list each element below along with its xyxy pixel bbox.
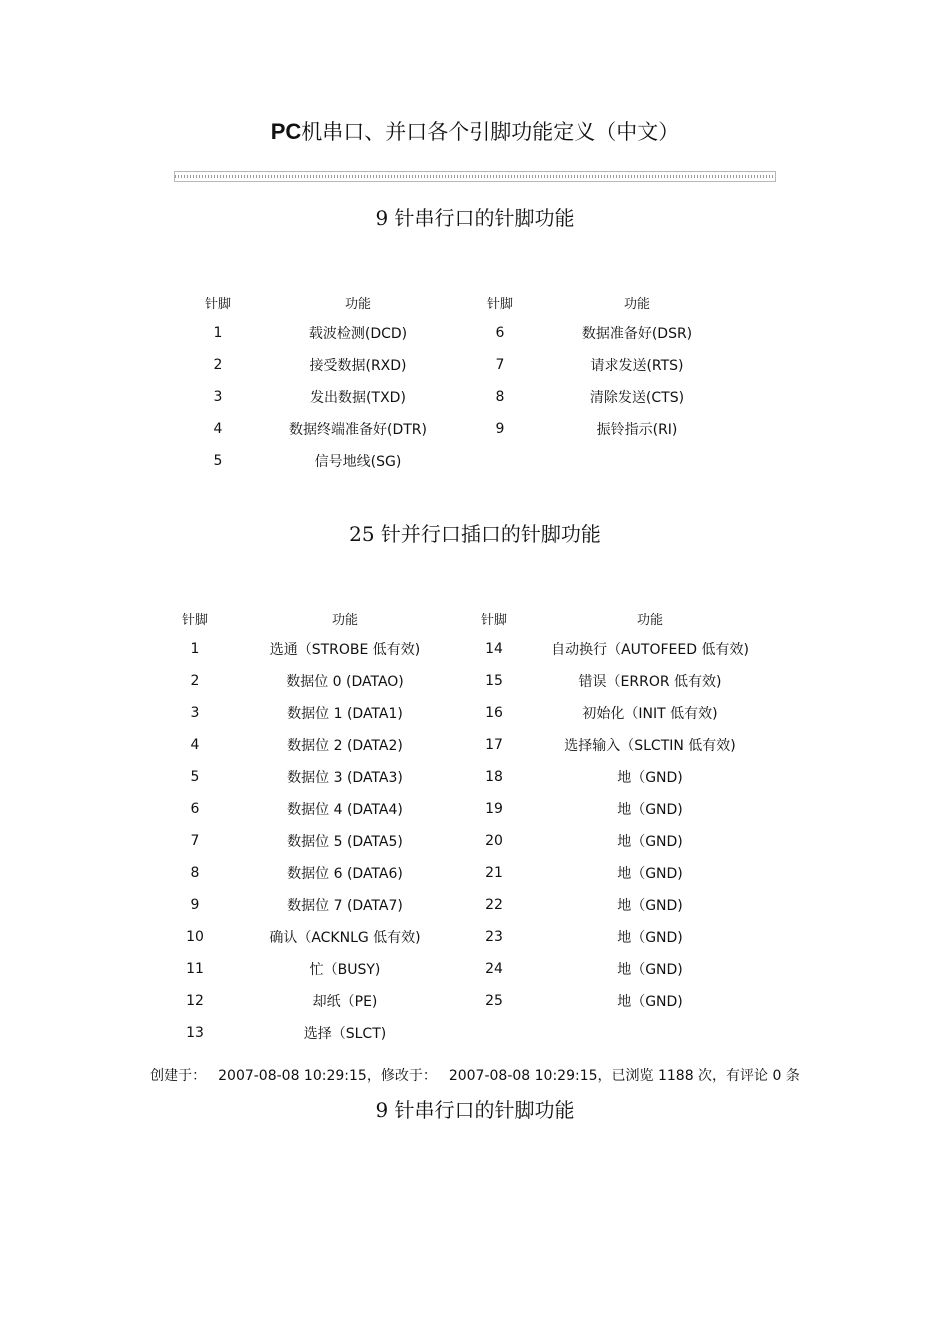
pin-number: 8 (190, 865, 200, 881)
pin-function: 载波检测(DCD) (308, 326, 408, 342)
pin-function: 请求发送(RTS) (590, 358, 684, 374)
table-row (176, 349, 730, 381)
pin-function: 选择（SLCT) (303, 1026, 387, 1042)
table-row (176, 317, 730, 349)
pin-function: 选通（STROBE 低有效) (269, 642, 421, 658)
table-row (155, 1017, 767, 1049)
pin-function: 清除发送(CTS) (589, 390, 685, 406)
pin-number: 9 (190, 897, 200, 913)
table-row (155, 729, 767, 761)
pin-number: 3 (213, 389, 223, 405)
pin-function: 选择输入（SLCTIN 低有效) (564, 738, 736, 754)
pin-function: 数据准备好(DSR) (581, 326, 693, 342)
pin-number: 25 (485, 993, 503, 1009)
pin-function: 数据位 3 (DATA3) (287, 770, 403, 786)
pin-number: 22 (485, 897, 503, 913)
modified-label: ，修改于： (366, 1068, 437, 1084)
table-row (155, 761, 767, 793)
pin-number: 9 (495, 421, 505, 437)
post-meta-footer (0, 1064, 950, 1088)
pin-function: 数据位 6 (DATA6) (287, 866, 403, 882)
pin-number: 6 (190, 801, 200, 817)
pin-number: 24 (485, 961, 503, 977)
header-pin: 针脚 (486, 296, 513, 312)
table-row (155, 857, 767, 889)
repeated-section-title: 9 针串行口的针脚功能 (375, 1098, 575, 1122)
pin-function: 地（GND) (617, 962, 683, 978)
pin-number: 2 (213, 357, 223, 373)
pin-function: 地（GND) (617, 930, 683, 946)
parallel-pin-table (155, 603, 767, 1049)
pin-function: 自动换行（AUTOFEED 低有效) (551, 642, 749, 658)
pin-number: 15 (485, 673, 503, 689)
pin-number: 14 (485, 641, 503, 657)
pin-number: 5 (213, 453, 223, 469)
pin-function: 数据位 1 (DATA1) (287, 706, 403, 722)
modified-timestamp: 2007-08-08 10:29:15 (448, 1068, 598, 1084)
pin-number: 18 (485, 769, 503, 785)
table-row (155, 665, 767, 697)
pin-function: 初始化（INIT 低有效) (582, 706, 718, 722)
pin-number: 21 (485, 865, 503, 881)
header-function: 功能 (344, 296, 371, 312)
pin-function: 数据终端准备好(DTR) (289, 422, 427, 438)
pin-function: 地（GND) (617, 770, 683, 786)
header-pin: 针脚 (204, 296, 231, 312)
pin-number: 11 (186, 961, 204, 977)
pin-function: 忙（BUSY) (309, 962, 381, 978)
pin-number: 13 (186, 1025, 204, 1041)
pin-function: 却纸（PE) (312, 994, 378, 1010)
pin-function: 地（GND) (617, 898, 683, 914)
pin-function: 错误（ERROR 低有效) (578, 674, 722, 690)
created-label: 创建于： (150, 1068, 207, 1084)
pin-number: 6 (495, 325, 505, 341)
header-pin: 针脚 (181, 612, 208, 628)
pin-number: 10 (186, 929, 204, 945)
pin-number: 4 (213, 421, 223, 437)
pin-function: 发出数据(TXD) (310, 390, 406, 406)
parallel-section-title: 25 针并行口插口的针脚功能 (349, 522, 601, 546)
table-row (176, 413, 730, 445)
table-header-row (176, 287, 730, 317)
pin-number: 16 (485, 705, 503, 721)
table-row (155, 953, 767, 985)
page-title-text: 机串口、并口各个引脚功能定义（中文） (301, 120, 680, 144)
pin-number: 1 (190, 641, 200, 657)
table-row (176, 381, 730, 413)
table-row (155, 825, 767, 857)
header-function: 功能 (623, 296, 650, 312)
page-title-latin: PC (270, 119, 302, 144)
table-row (155, 985, 767, 1017)
pin-function: 数据位 5 (DATA5) (287, 834, 403, 850)
pin-number: 12 (186, 993, 204, 1009)
pin-number: 8 (495, 389, 505, 405)
pin-number: 2 (190, 673, 200, 689)
pin-number: 23 (485, 929, 503, 945)
table-header-row (155, 603, 767, 633)
pin-function: 数据位 2 (DATA2) (287, 738, 403, 754)
table-row (176, 445, 730, 477)
pin-function: 地（GND) (617, 866, 683, 882)
view-comment-stats: ，已浏览 1188 次，有评论 0 条 (597, 1068, 800, 1084)
horizontal-divider (174, 171, 776, 182)
pin-number: 1 (213, 325, 223, 341)
pin-number: 7 (495, 357, 505, 373)
pin-number: 17 (485, 737, 503, 753)
pin-number: 3 (190, 705, 200, 721)
table-row (155, 697, 767, 729)
serial-pin-table (176, 287, 730, 477)
pin-number: 5 (190, 769, 200, 785)
header-pin: 针脚 (480, 612, 507, 628)
pin-number: 20 (485, 833, 503, 849)
pin-number: 7 (190, 833, 200, 849)
pin-number: 4 (190, 737, 200, 753)
pin-function: 地（GND) (617, 994, 683, 1010)
pin-function (544, 445, 730, 477)
pin-number (455, 1017, 533, 1049)
pin-number: 19 (485, 801, 503, 817)
pin-number (456, 445, 544, 477)
pin-function: 地（GND) (617, 802, 683, 818)
pin-function: 接受数据(RXD) (309, 358, 407, 374)
table-row (155, 921, 767, 953)
header-function: 功能 (331, 612, 358, 628)
table-row (155, 889, 767, 921)
header-function: 功能 (636, 612, 663, 628)
serial-section-title: 9 针串行口的针脚功能 (375, 206, 575, 230)
table-row (155, 633, 767, 665)
pin-function: 确认（ACKNLG 低有效) (269, 930, 421, 946)
pin-function: 振铃指示(RI) (596, 422, 678, 438)
page-title (0, 116, 950, 148)
pin-function: 数据位 4 (DATA4) (287, 802, 403, 818)
pin-function: 数据位 7 (DATA7) (287, 898, 403, 914)
pin-function: 信号地线(SG) (314, 454, 402, 470)
pin-function (533, 1017, 767, 1049)
pin-function: 数据位 0 (DATAO) (286, 674, 404, 690)
pin-function: 地（GND) (617, 834, 683, 850)
table-row (155, 793, 767, 825)
created-timestamp: 2007-08-08 10:29:15 (218, 1068, 367, 1084)
